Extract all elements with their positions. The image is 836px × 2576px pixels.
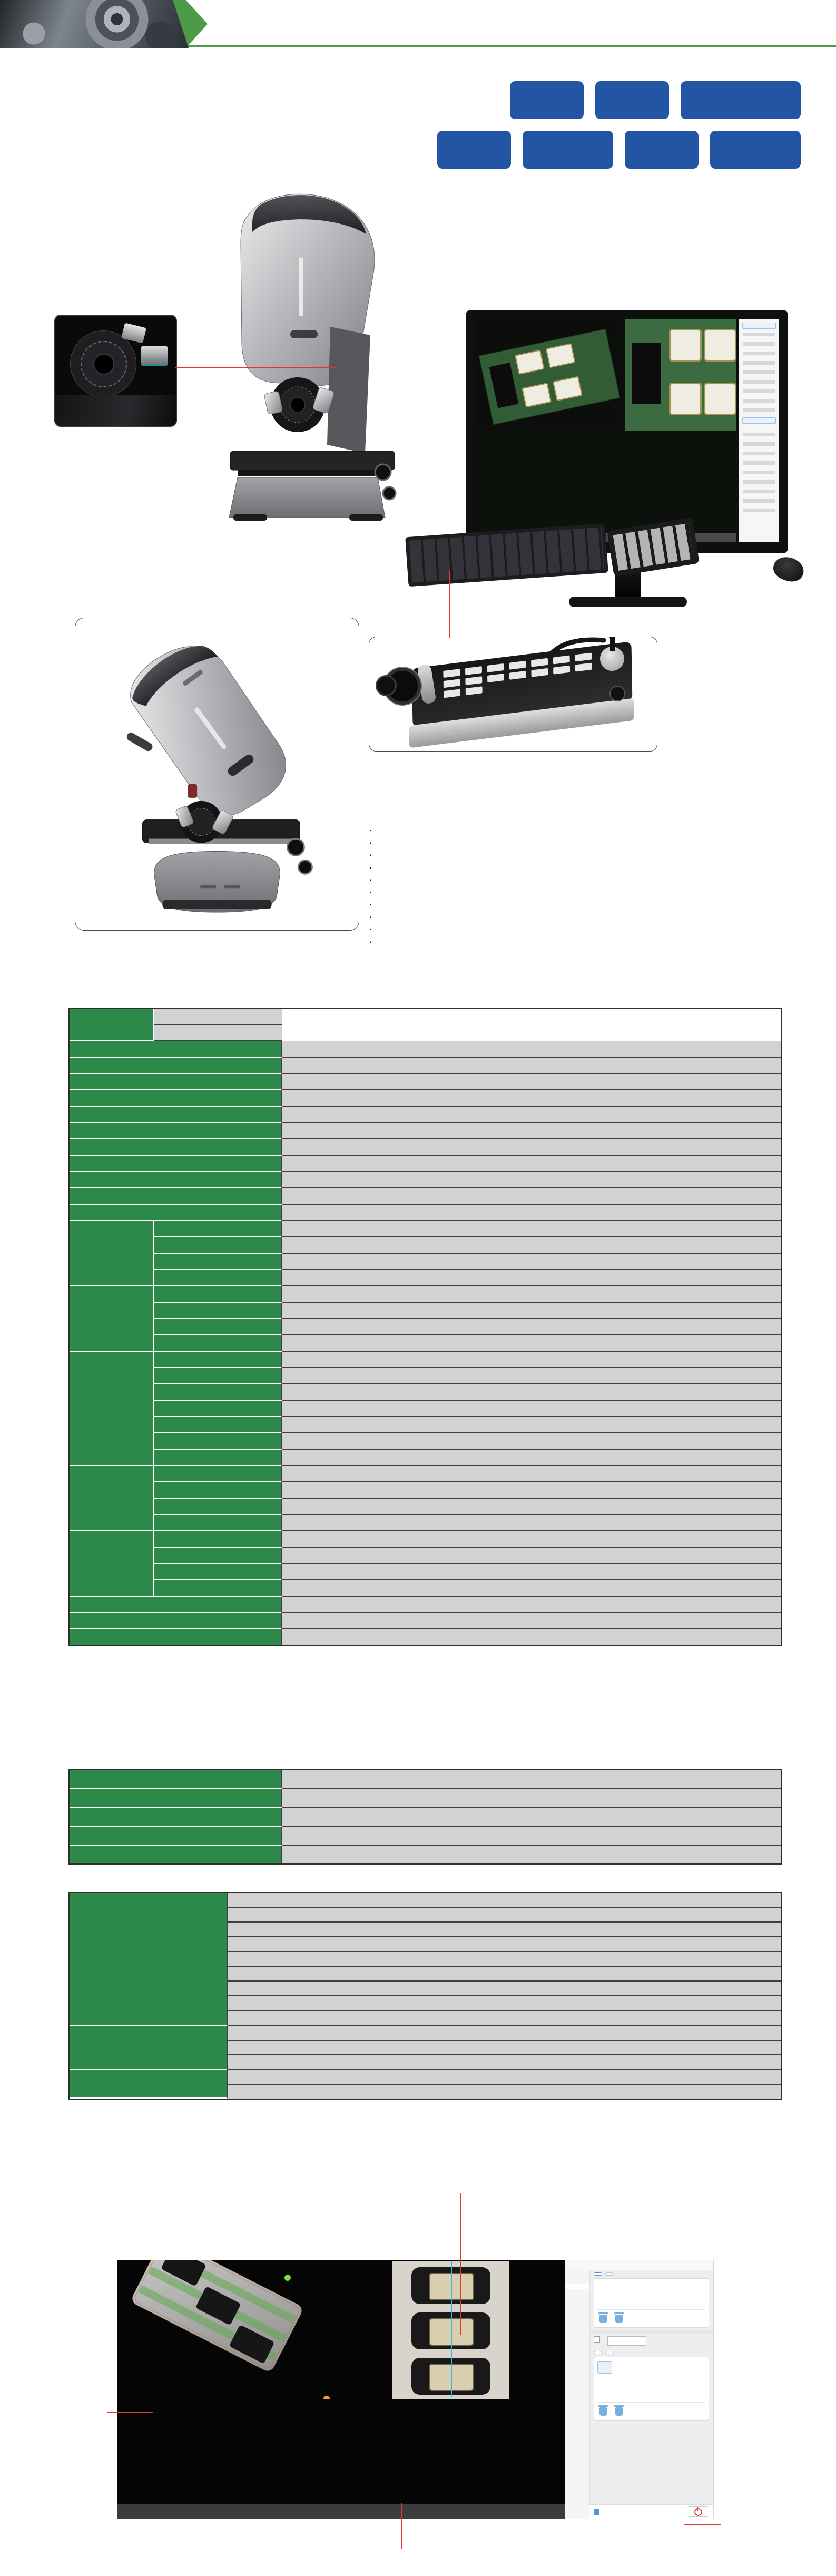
badge-magnification (510, 81, 584, 119)
tiltable-photo-box (75, 618, 359, 931)
tool-step-height-icon[interactable] (617, 2361, 631, 2373)
spec-value (282, 1254, 781, 1270)
monitor-profile-chart (475, 433, 736, 533)
spec-sublabel (154, 1221, 282, 1237)
delivery-label (70, 1846, 282, 1863)
software-group-label (70, 2026, 228, 2070)
software-item (228, 1937, 781, 1952)
spec-value (282, 1352, 781, 1368)
spec-value (282, 1515, 781, 1531)
delivery-label (70, 1789, 282, 1808)
tool-circle-plus-icon[interactable] (616, 2375, 630, 2387)
annotation-line-3d (107, 2412, 153, 2413)
spec-value (282, 1564, 781, 1580)
width-input[interactable] (607, 2336, 646, 2346)
software-item (228, 1952, 781, 1967)
feature-item (370, 913, 823, 921)
delivery-value (282, 1827, 781, 1846)
lens-eye (93, 354, 114, 375)
green-handle-dot[interactable] (284, 2275, 291, 2281)
software-item (228, 1996, 781, 2011)
badge-motorized-zoom (437, 131, 511, 169)
spec-value (282, 1270, 781, 1286)
feature-item (370, 864, 823, 871)
spec-sublabel (154, 1286, 282, 1303)
computer-monitor (466, 310, 788, 553)
rail-item-point-height[interactable] (565, 2279, 589, 2284)
spec-value (282, 1417, 781, 1433)
delete-icon-2 (599, 2407, 607, 2416)
inset-stage (55, 395, 176, 426)
tool-perpendicular-icon[interactable] (597, 2296, 611, 2307)
spec-value (282, 1401, 781, 1417)
badge-2d3d-measurement (710, 131, 801, 169)
joystick-stick (610, 637, 615, 651)
power-icon (694, 2508, 702, 2516)
tool-cross-icon[interactable] (653, 2375, 666, 2387)
joystick-ball (607, 637, 617, 638)
badge-stereoscopic-3d (595, 81, 669, 119)
software-table (68, 1892, 782, 2100)
spec-value (282, 1368, 781, 1384)
spec-label (70, 1188, 282, 1205)
controller-knob-inner (376, 675, 397, 696)
delete-button-2[interactable] (599, 2406, 607, 2417)
auto-edge-checkbox[interactable] (594, 2336, 602, 2343)
tab-outline[interactable] (594, 2272, 602, 2276)
spec-sublabel (154, 1335, 282, 1352)
spec-label (70, 1090, 282, 1107)
spec-value (282, 1221, 781, 1237)
controller-dial (609, 686, 625, 701)
spec-label (70, 1009, 154, 1041)
spec-sublabel (154, 1319, 282, 1335)
specification-table (68, 1008, 782, 1646)
profile-tools-card (594, 2357, 709, 2421)
tool-parallel-icon[interactable] (616, 2296, 630, 2307)
spec-value (282, 1090, 781, 1107)
software-item (228, 2026, 781, 2041)
software-screenshot (117, 2260, 565, 2519)
software-item (228, 2085, 781, 2099)
save-icon (594, 2509, 599, 2515)
spec-label (70, 1597, 282, 1613)
tool-span-icon[interactable] (653, 2296, 666, 2307)
tool-profile-height-icon[interactable] (597, 2361, 612, 2374)
delivery-value (282, 1808, 781, 1827)
software-item (228, 1923, 781, 1937)
spec-label (70, 1629, 282, 1645)
spec-sublabel (154, 1254, 282, 1270)
delete-all-button[interactable] (615, 2313, 623, 2324)
spec-sublabel (154, 1368, 282, 1384)
tab-auxiliary-tools[interactable] (605, 2272, 614, 2276)
spec-value (282, 1139, 781, 1156)
software-side-panel (565, 2260, 714, 2519)
spec-value (154, 1009, 282, 1025)
spec-sublabel (154, 1531, 282, 1548)
objective-cylinder-2 (141, 346, 168, 366)
spec-label (70, 1139, 282, 1156)
tool-angle-icon[interactable] (671, 2282, 685, 2294)
spec-value (282, 1548, 781, 1564)
feature-item (370, 901, 823, 908)
rail-item-roughness[interactable] (565, 2294, 589, 2298)
spec-sublabel (154, 1303, 282, 1319)
spec-value (282, 1450, 781, 1466)
delete-button[interactable] (599, 2313, 607, 2324)
delivery-label (70, 1808, 282, 1827)
spec-sublabel (154, 1548, 282, 1564)
delete-all-icon (615, 2315, 623, 2323)
annotation-line-measuring-tools (684, 2524, 721, 2525)
spec-label (70, 1058, 282, 1074)
spec-value (282, 1433, 781, 1450)
spec-value (282, 1531, 781, 1548)
profile-height-chart (117, 2399, 565, 2504)
spec-label (70, 1107, 282, 1123)
spec-sublabel (154, 1580, 282, 1597)
annotation-line-focus-stack (460, 2193, 461, 2335)
tool-circle-minus-icon[interactable] (597, 2375, 611, 2387)
annotation-line-side-camera (175, 367, 338, 368)
delete-icon (599, 2315, 607, 2323)
delivery-value (282, 1770, 781, 1789)
software-item (228, 2055, 781, 2070)
tab-measuring-tools[interactable] (594, 2351, 602, 2354)
software-item (228, 2011, 781, 2026)
software-item (228, 1967, 781, 1982)
rail-item-indication[interactable] (565, 2270, 589, 2275)
spec-label (70, 1172, 282, 1188)
tool-height-icon[interactable] (634, 2282, 648, 2294)
controller-cable (543, 637, 606, 658)
tiltable-microscope-photo (75, 618, 359, 929)
panel-breadcrumb (565, 2260, 713, 2270)
checkbox-icon (594, 2336, 600, 2343)
spec-sublabel (154, 1515, 282, 1531)
spec-value (154, 1025, 282, 1041)
badge-motorized-xyz (625, 131, 699, 169)
software-image-right (625, 319, 736, 431)
tool-sector-icon[interactable] (634, 2375, 648, 2387)
spec-sublabel (154, 1499, 282, 1515)
rail-item-profile[interactable] (565, 2284, 589, 2289)
tool-arc-icon[interactable] (654, 2361, 667, 2373)
spec-sublabel (154, 1401, 282, 1417)
spec-value (282, 1482, 781, 1499)
panel-content (589, 2270, 713, 2519)
badge-map-navigation (523, 131, 613, 169)
controller-photo-box (369, 637, 657, 752)
header-green-line (188, 45, 836, 47)
spec-value (282, 1303, 781, 1319)
spec-value (282, 1613, 781, 1629)
software-item (228, 1982, 781, 1996)
software-item (228, 1908, 781, 1923)
software-item (228, 2041, 781, 2055)
spec-sublabel (154, 1564, 282, 1580)
panel-rail (565, 2270, 590, 2519)
feature-item (370, 851, 823, 858)
spec-value (282, 1319, 781, 1335)
spec-value (282, 1058, 781, 1074)
spec-value (282, 1286, 781, 1303)
software-image-left (475, 319, 623, 431)
spec-value (282, 1597, 781, 1613)
spec-value (282, 1172, 781, 1188)
panel-bottom-bar (589, 2504, 713, 2519)
feature-item (370, 925, 823, 933)
microscope-photo (134, 179, 429, 527)
spec-sublabel (154, 1384, 282, 1401)
spec-value (282, 1580, 781, 1597)
spec-sublabel (154, 1270, 282, 1286)
feature-item (370, 839, 823, 846)
delete-all-button-2[interactable] (615, 2406, 623, 2417)
pcb-board (479, 329, 620, 425)
spec-value (282, 1237, 781, 1254)
tool-area-icon[interactable] (597, 2388, 611, 2400)
spec-value (282, 1499, 781, 1515)
tool-double-circle-icon[interactable] (672, 2361, 686, 2373)
spec-value (282, 1188, 781, 1205)
spec-value (282, 1466, 781, 1482)
software-item (228, 2070, 781, 2085)
annotation-line-profile-height (401, 2503, 402, 2549)
spec-value (282, 1205, 781, 1221)
feature-item (370, 876, 823, 883)
chip-125-zoom (632, 343, 661, 404)
spec-group-label (70, 1531, 154, 1597)
keyboard (405, 523, 608, 587)
measuring-tools-card (594, 2278, 709, 2328)
delivery-label (70, 1770, 282, 1789)
feature-item (370, 938, 823, 945)
annotation-line-controller (449, 570, 450, 638)
delete-all-icon-2 (615, 2407, 623, 2416)
software-group-label (70, 1893, 228, 2026)
delivery-value (282, 1789, 781, 1808)
spec-group-label (70, 1466, 154, 1531)
chip-125 (489, 363, 519, 408)
monitor-screen (471, 315, 783, 546)
spec-label (70, 1205, 282, 1221)
monitor-sidebar (739, 319, 779, 542)
monitor-base (569, 597, 687, 607)
feature-item (370, 889, 823, 896)
side-camera-photo (54, 315, 177, 427)
spec-sublabel (154, 1417, 282, 1433)
tool-angle2-icon[interactable] (635, 2361, 649, 2373)
software-item (228, 1893, 781, 1908)
spec-value (282, 1384, 781, 1401)
spec-group-label (70, 1352, 154, 1466)
tool-peak-icon[interactable] (671, 2375, 685, 2387)
delivery-table (68, 1769, 782, 1865)
spec-label (70, 1613, 282, 1629)
viewer-toolbar (117, 2504, 565, 2519)
rail-item-auxiliary[interactable] (565, 2298, 589, 2303)
spec-group-label (70, 1286, 154, 1352)
spec-value (282, 1123, 781, 1139)
spec-label (70, 1123, 282, 1139)
spec-value (282, 1335, 781, 1352)
feature-item (370, 826, 823, 834)
feature-list (370, 826, 823, 950)
spec-sublabel (154, 1237, 282, 1254)
spec-sublabel (154, 1450, 282, 1466)
spec-value (282, 1041, 781, 1058)
focus-stack-image-strip (392, 2261, 509, 2404)
mouse (771, 553, 807, 585)
profile-section-line (451, 2261, 452, 2397)
rail-item-shape-correction[interactable] (565, 2275, 589, 2279)
spec-group-label (70, 1221, 154, 1286)
power-button[interactable] (687, 2506, 709, 2517)
spec-value (282, 1629, 781, 1645)
tool-distance-icon[interactable] (597, 2282, 611, 2294)
delivery-label (70, 1827, 282, 1846)
tool-lift-icon[interactable] (616, 2388, 630, 2400)
software-group-label (70, 2070, 228, 2099)
brand-logo (46, 13, 152, 37)
delivery-value (282, 1846, 781, 1863)
spec-label (70, 1156, 282, 1172)
spec-sublabel (154, 1433, 282, 1450)
3d-focus-stack-view (130, 2260, 304, 2373)
badge-image-stitching (681, 81, 801, 119)
tool-cross-distance-icon[interactable] (616, 2282, 630, 2294)
spec-label (70, 1041, 282, 1058)
spec-sublabel (154, 1482, 282, 1499)
rail-item-gallery[interactable] (565, 2303, 589, 2308)
spec-value (282, 1074, 781, 1090)
spec-value (282, 1156, 781, 1172)
tool-circle-icon[interactable] (634, 2296, 648, 2307)
spec-sublabel (154, 1352, 282, 1368)
rail-item-volume[interactable] (565, 2289, 589, 2294)
spec-value (282, 1107, 781, 1123)
tool-line-icon[interactable] (653, 2282, 666, 2294)
spec-label (70, 1074, 282, 1090)
tab-auxiliary-tools-2[interactable] (605, 2351, 614, 2354)
spec-sublabel (154, 1466, 282, 1482)
